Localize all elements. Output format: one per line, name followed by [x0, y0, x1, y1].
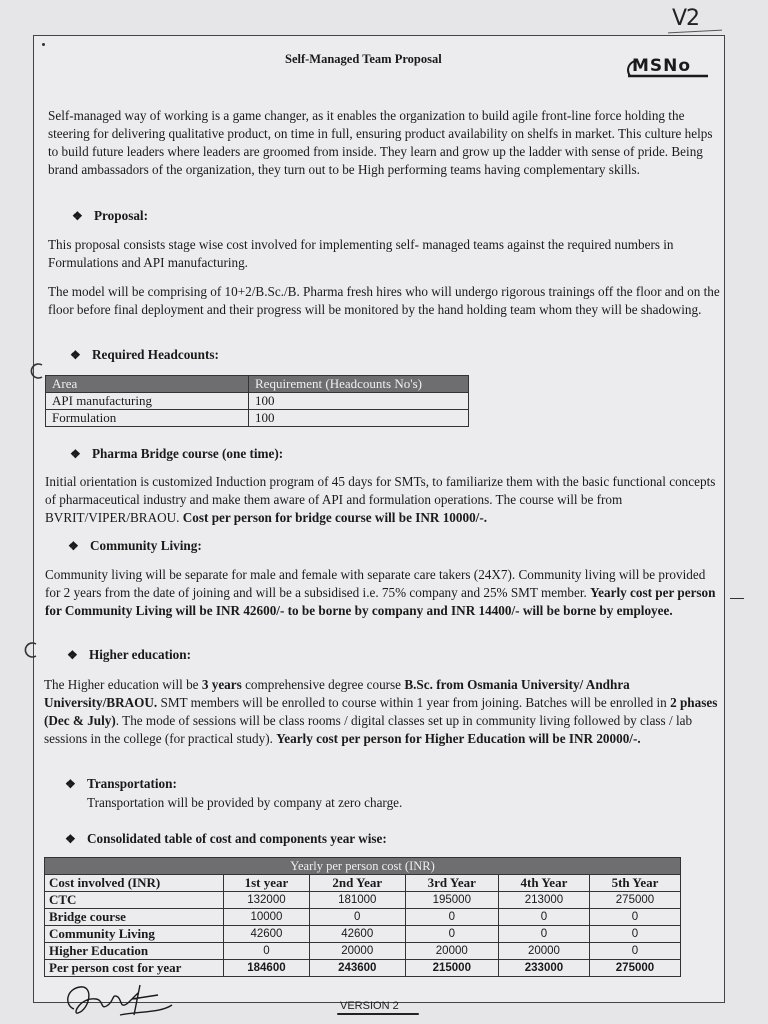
higher-text-4: . The mode of sessions will be class rooms / digital classes set up in community living followed by class / lab sessions in the college (for practical study). — [44, 713, 693, 746]
table-band-row — [45, 858, 681, 875]
column-header: Area — [46, 376, 249, 393]
table-row — [45, 909, 681, 926]
table-cell: 0 — [589, 909, 680, 926]
consolidated-cost-table — [44, 857, 681, 977]
higher-bold-3: 2 phases (Dec & July) — [44, 695, 718, 728]
table-band-header: Yearly per person cost (INR) — [45, 858, 681, 875]
bridge-heading-text: Pharma Bridge course (one time): — [92, 446, 284, 461]
column-header: 3rd Year — [405, 875, 498, 892]
column-header: 5th Year — [589, 875, 680, 892]
table-cell: 0 — [498, 926, 589, 943]
column-header: Cost involved (INR) — [45, 875, 224, 892]
higher-bold-4: Yearly cost per person for Higher Education will be INR 20000/-. — [276, 731, 641, 746]
consolidated-heading — [65, 831, 387, 847]
table-row — [46, 393, 469, 410]
consolidated-heading-text: Consolidated table of cost and components year wise: — [87, 831, 387, 846]
bridge-cost-text: Cost per person for bridge course will be INR 10000/-. — [182, 510, 488, 525]
column-header: Requirement (Headcounts No's) — [249, 376, 469, 393]
table-cell: 20000 — [498, 943, 589, 960]
logo-text: MSNo — [632, 56, 692, 76]
diamond-bullet-icon: ❖ — [70, 348, 81, 362]
row-label: Community Living — [45, 926, 224, 943]
community-heading — [68, 538, 202, 554]
table-cell: 100 — [249, 393, 469, 410]
bridge-heading — [70, 446, 283, 462]
transport-heading-text: Transportation: — [87, 776, 177, 791]
table-cell: 20000 — [405, 943, 498, 960]
table-cell: 100 — [249, 410, 469, 427]
table-cell: API manufacturing — [46, 393, 249, 410]
community-heading-text: Community Living: — [90, 538, 202, 553]
higher-bold-2: B.Sc. from Osmania University/ Andhra University/BRAOU. — [44, 677, 630, 710]
higher-education-heading-text: Higher education: — [89, 647, 191, 662]
row-label: Higher Education — [45, 943, 224, 960]
bridge-paragraph — [45, 473, 721, 527]
higher-education-heading — [67, 647, 191, 663]
table-cell: 233000 — [498, 960, 589, 977]
diamond-bullet-icon: ❖ — [67, 648, 78, 662]
table-cell: 0 — [224, 943, 310, 960]
table-cell: 243600 — [309, 960, 405, 977]
footer-underline — [337, 1013, 419, 1015]
community-cost-text: Yearly cost per person for Community Living will be INR 42600/- to be borne by company and INR 14400/- will be borne by employee. — [45, 585, 716, 618]
higher-text-2: comprehensive degree course — [241, 677, 405, 692]
table-cell: 132000 — [224, 892, 310, 909]
intro-paragraph: Self-managed way of working is a game changer, as it enables the organization to build agile front-line force holding the steering for delivering qualitative product, on time in full, ensuring product availability on shelfs in market. This culture helps to build future leaders where leaders are groomed from inside. They learn and grow up the ladder with sense of pride. Being brand ambassadors of the organization, they turn out to be High performing teams having complementary skills. — [48, 108, 713, 177]
version-footer: VERSION 2 — [340, 1000, 399, 1012]
table-cell: 0 — [589, 943, 680, 960]
column-header: 2nd Year — [309, 875, 405, 892]
table-cell: 275000 — [589, 892, 680, 909]
table-cell: 213000 — [498, 892, 589, 909]
community-text: Community living will be separate for male and female with separate care takers (24X7). Community living will be provided for 2 years from the date of joining and will be a subsidised i.e. 75% company and 25% SMT member. — [45, 567, 706, 600]
signature-icon — [60, 975, 180, 1023]
row-label: CTC — [45, 892, 224, 909]
proposal-heading-text: Proposal: — [94, 208, 148, 223]
company-logo — [624, 56, 710, 80]
table-cell: Formulation — [46, 410, 249, 427]
headcounts-heading-text: Required Headcounts: — [92, 347, 219, 362]
table-cell: 42600 — [309, 926, 405, 943]
table-row — [45, 943, 681, 960]
column-header: 4th Year — [498, 875, 589, 892]
table-cell: 10000 — [224, 909, 310, 926]
table-header-row — [45, 875, 681, 892]
diamond-bullet-icon: ❖ — [72, 209, 83, 223]
diamond-bullet-icon: ❖ — [68, 539, 79, 553]
table-cell: 275000 — [589, 960, 680, 977]
diamond-bullet-icon: ❖ — [70, 447, 81, 461]
punch-hole-icon — [22, 641, 40, 659]
margin-dot — [42, 43, 45, 46]
row-label: Bridge course — [45, 909, 224, 926]
bridge-text: Initial orientation is customized Induction program of 45 days for SMTs, to familiarize them with the basic functional concepts of pharmaceutical industry and make them aware of API and formulation operations. The course will be from BVRIT/VIPER/BRAOU. — [45, 474, 716, 525]
row-label: Per person cost for year — [45, 960, 224, 977]
table-cell: 0 — [405, 926, 498, 943]
table-row — [45, 926, 681, 943]
table-row — [46, 410, 469, 427]
table-cell: 0 — [309, 909, 405, 926]
transport-heading — [65, 776, 177, 792]
headcounts-table — [45, 375, 469, 427]
table-row — [45, 892, 681, 909]
table-cell: 0 — [405, 909, 498, 926]
version-mark: V2 — [672, 6, 700, 31]
table-cell: 215000 — [405, 960, 498, 977]
table-cell: 20000 — [309, 943, 405, 960]
page-title: Self-Managed Team Proposal — [285, 52, 442, 66]
community-paragraph — [45, 566, 721, 620]
proposal-paragraph-2: The model will be comprising of 10+2/B.Sc./B. Pharma fresh hires who will undergo rigorous trainings off the floor and on the floor before final deployment and their progress will be monitored by the hand holding team whom they will be shadowing. — [48, 284, 720, 317]
table-cell: 0 — [589, 926, 680, 943]
proposal-paragraph-1: This proposal consists stage wise cost involved for implementing self- managed teams against the required numbers in Formulations and API manufacturing. — [48, 237, 674, 270]
table-row-total — [45, 960, 681, 977]
punch-hole-icon — [28, 362, 46, 380]
proposal-heading — [72, 208, 148, 224]
higher-bold-1: 3 years — [201, 677, 242, 692]
table-cell: 181000 — [309, 892, 405, 909]
table-cell: 195000 — [405, 892, 498, 909]
diamond-bullet-icon: ❖ — [65, 777, 76, 791]
diamond-bullet-icon: ❖ — [65, 832, 76, 846]
column-header: 1st year — [224, 875, 310, 892]
higher-text-3: SMT members will be enrolled to course within 1 year from joining. Batches will be enrolled in — [157, 695, 671, 710]
table-header-row — [46, 376, 469, 393]
higher-education-paragraph — [44, 676, 720, 748]
table-cell: 42600 — [224, 926, 310, 943]
table-cell: 184600 — [224, 960, 310, 977]
transport-paragraph: Transportation will be provided by company at zero charge. — [87, 795, 403, 810]
table-cell: 0 — [498, 909, 589, 926]
higher-text-1: The Higher education will be — [44, 677, 202, 692]
headcounts-heading — [70, 347, 219, 363]
margin-tick — [730, 598, 744, 599]
